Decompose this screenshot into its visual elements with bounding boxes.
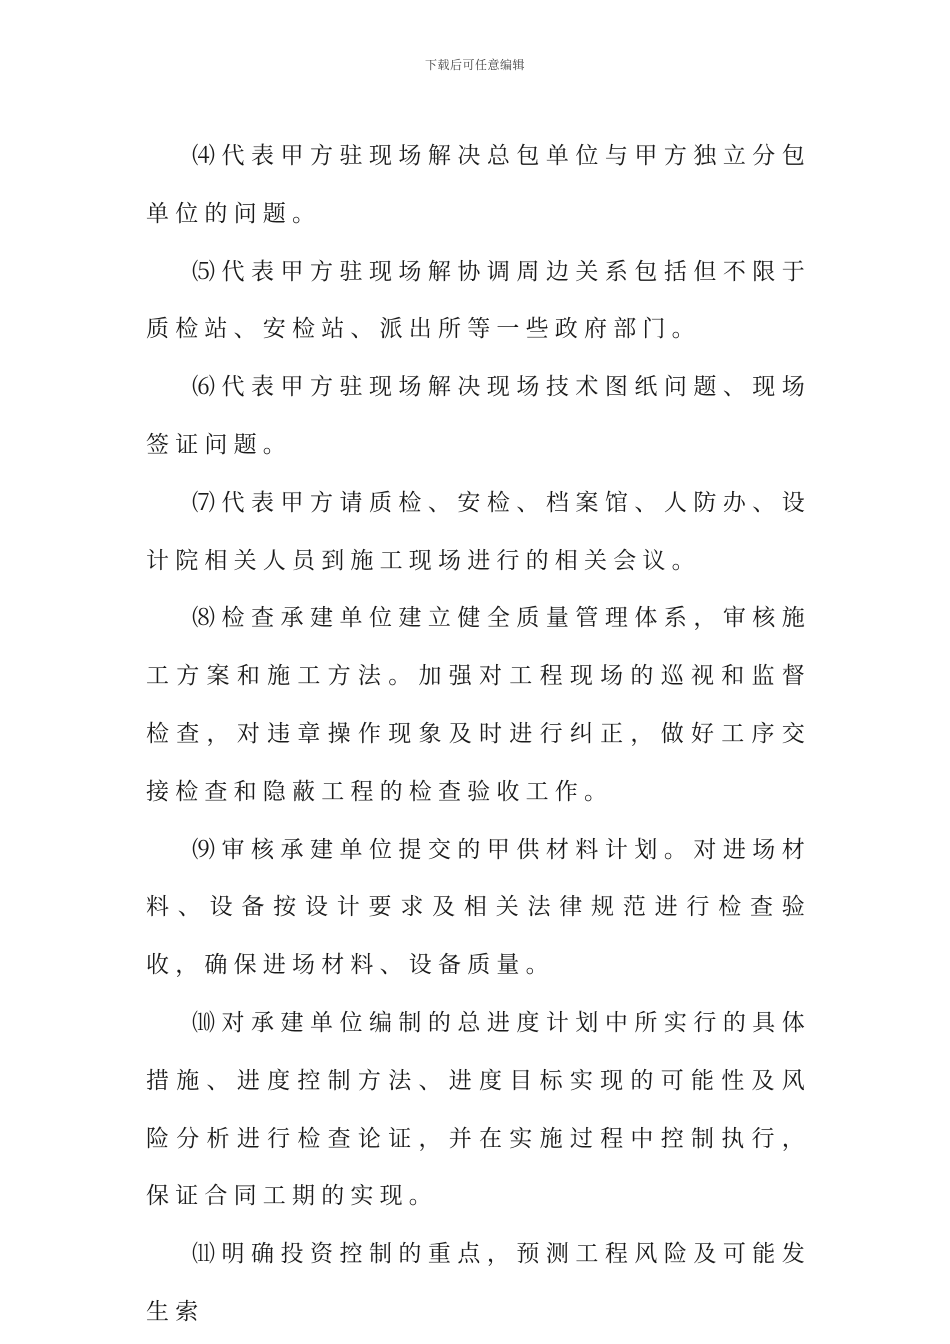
paragraph-item-6: ⑹代表甲方驻现场解决现场技术图纸问题、现场签证问题。 [146, 374, 811, 458]
paragraph-item-4: ⑷代表甲方驻现场解决总包单位与甲方独立分包单位的问题。 [146, 143, 811, 227]
paragraph-item-10: ⑽对承建单位编制的总进度计划中所实行的具体措施、进度控制方法、进度目标实现的可能性及风险分析进行检查论证，并在实施过程中控制执行，保证合同工期的实现。 [146, 1009, 811, 1210]
paragraph-item-7: ⑺代表甲方请质检、安检、档案馆、人防办、设计院相关人员到施工现场进行的相关会议。 [146, 489, 811, 574]
paragraph-item-8: ⑻检查承建单位建立健全质量管理体系，审核施工方案和施工方法。加强对工程现场的巡视和监督检查，对违章操作现象及时进行纠正，做好工序交接检查和隐蔽工程的检查验收工作。 [146, 605, 811, 805]
paragraph-item-5: ⑸代表甲方驻现场解协调周边关系包括但不限于质检站、安检站、派出所等一些政府部门。 [146, 258, 811, 343]
paragraph-item-11: ⑾明确投资控制的重点，预测工程风险及可能发生索 [146, 1241, 811, 1325]
paragraph-item-9: ⑼审核承建单位提交的甲供材料计划。对进场材料、设备按设计要求及相关法律规范进行检查验收，确保进场材料、设备质量。 [146, 836, 811, 979]
page-header: 下载后可任意编辑 [424, 58, 525, 72]
document-body [146, 128, 811, 1342]
